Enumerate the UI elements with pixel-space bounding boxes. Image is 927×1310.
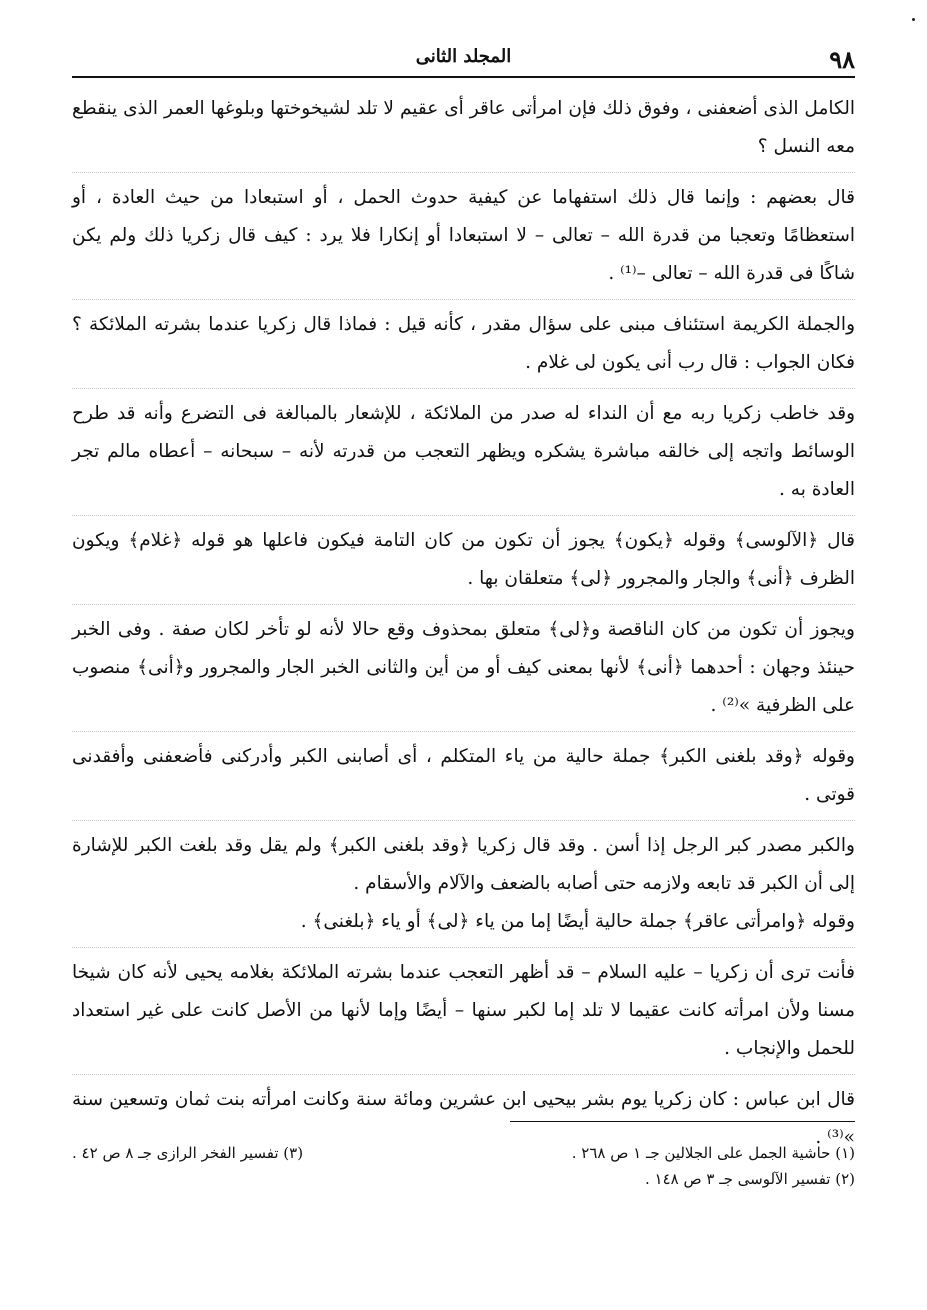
paragraph: والكبر مصدر كبر الرجل إذا أسن . وقد قال زكريا ﴿وقد بلغنى الكبر﴾ ولم يقل وقد بلغت الكبر للإشارة إلى أن الكبر قد تابعه ولازمه حتى أصابه بالضعف والآلام والأسقام . وقوله ﴿وامرأتى عاقر﴾ جملة حالية أيضًا إما من ياء ﴿لى﴾ أو ياء ﴿بلغنى﴾ .	[72, 827, 855, 948]
paragraph: فأنت ترى أن زكريا – عليه السلام – قد أظهر التعجب عندما بشرته الملائكة بغلامه يحيى لأنه كان شيخا مسنا ولأن امرأته كانت عقيما لا تلد إما لكبر سنها – أيضًا وإما لأنها من الأصل كانت على غير استعداد للحمل والإنجاب .	[72, 954, 855, 1075]
scan-dot-mark	[912, 18, 915, 21]
paragraph: قال ابن عباس : كان زكريا يوم بشر بيحيى ابن عشرين ومائة سنة وكانت امرأته بنت ثمان وتسعين سنة »⁽³⁾ .	[72, 1089, 855, 1148]
footnote-row	[72, 1140, 855, 1166]
page-number: ٩٨	[829, 45, 855, 74]
footnote-1: (١) حاشية الجمل على الجلالين جـ ١ ص ٢٦٨ .	[571, 1144, 855, 1162]
paragraph: وقوله ﴿وقد بلغنى الكبر﴾ جملة حالية من ياء المتكلم ، أى أصابنى الكبر وأدركنى فأضعفنى وأفقدنى قوتى .	[72, 738, 855, 821]
footnote-rule	[510, 1121, 855, 1122]
paragraph: والجملة الكريمة استئناف مبنى على سؤال مقدر ، كأنه قيل : فماذا قال زكريا عندما بشرته الملائكة ؟ فكان الجواب : قال رب أنى يكون لى غلام .	[72, 306, 855, 389]
paragraph: الكامل الذى أضعفنى ، وفوق ذلك فإن امرأتى عاقر أى عقيم لا تلد لشيخوختها وبلوغها العمر الذى ينقطع معه النسل ؟	[72, 90, 855, 173]
footnote-row	[72, 1166, 855, 1192]
footnote-2: (٢) تفسير الآلوسى جـ ٣ ص ١٤٨ .	[644, 1170, 855, 1188]
footnotes	[72, 1140, 855, 1192]
paragraph: قال ﴿الآلوسى﴾ وقوله ﴿يكون﴾ يجوز أن تكون من كان التامة فيكون فاعلها هو قوله ﴿غلام﴾ ويكون الظرف ﴿أنى﴾ والجار والمجرور ﴿لى﴾ متعلقان بها .	[72, 522, 855, 605]
paragraph: وقد خاطب زكريا ربه مع أن النداء له صدر من الملائكة ، للإشعار بالمبالغة فى التضرع وأنه قد طرح الوسائط واتجه إلى خالقه مباشرة يشكره ويظهر التعجب من قدرته لأنه – سبحانه – أعطاه مالم تجر العادة به .	[72, 395, 855, 516]
paragraph: قال بعضهم : وإنما قال ذلك استفهاما عن كيفية حدوث الحمل ، أو استبعادا من حيث العادة ، أو استعظامًا وتعجبا من قدرة الله – تعالى – لا استبعادا أو إنكارا فلا يرد : كيف قال زكريا ذلك ولم يكن شاكًا فى قدرة الله – تعالى –⁽¹⁾ .	[72, 179, 855, 300]
paragraph: ويجوز أن تكون من كان الناقصة و﴿لى﴾ متعلق بمحذوف وقع حالا لأنه لو تأخر لكان صفة . وفى الخبر حينئذ وجهان : أحدهما ﴿أنى﴾ لأنها بمعنى كيف أو من أين والثانى الخبر الجار والمجرور و﴿أنى﴾ منصوب على الظرفية »⁽²⁾ .	[72, 611, 855, 732]
footnote-3: (٣) تفسير الفخر الرازى جـ ٨ ص ٤٢ .	[72, 1144, 304, 1162]
body-text	[72, 90, 855, 1169]
page-header	[72, 28, 855, 72]
running-head: المجلد الثانى	[415, 46, 512, 67]
header-rule	[72, 76, 855, 78]
